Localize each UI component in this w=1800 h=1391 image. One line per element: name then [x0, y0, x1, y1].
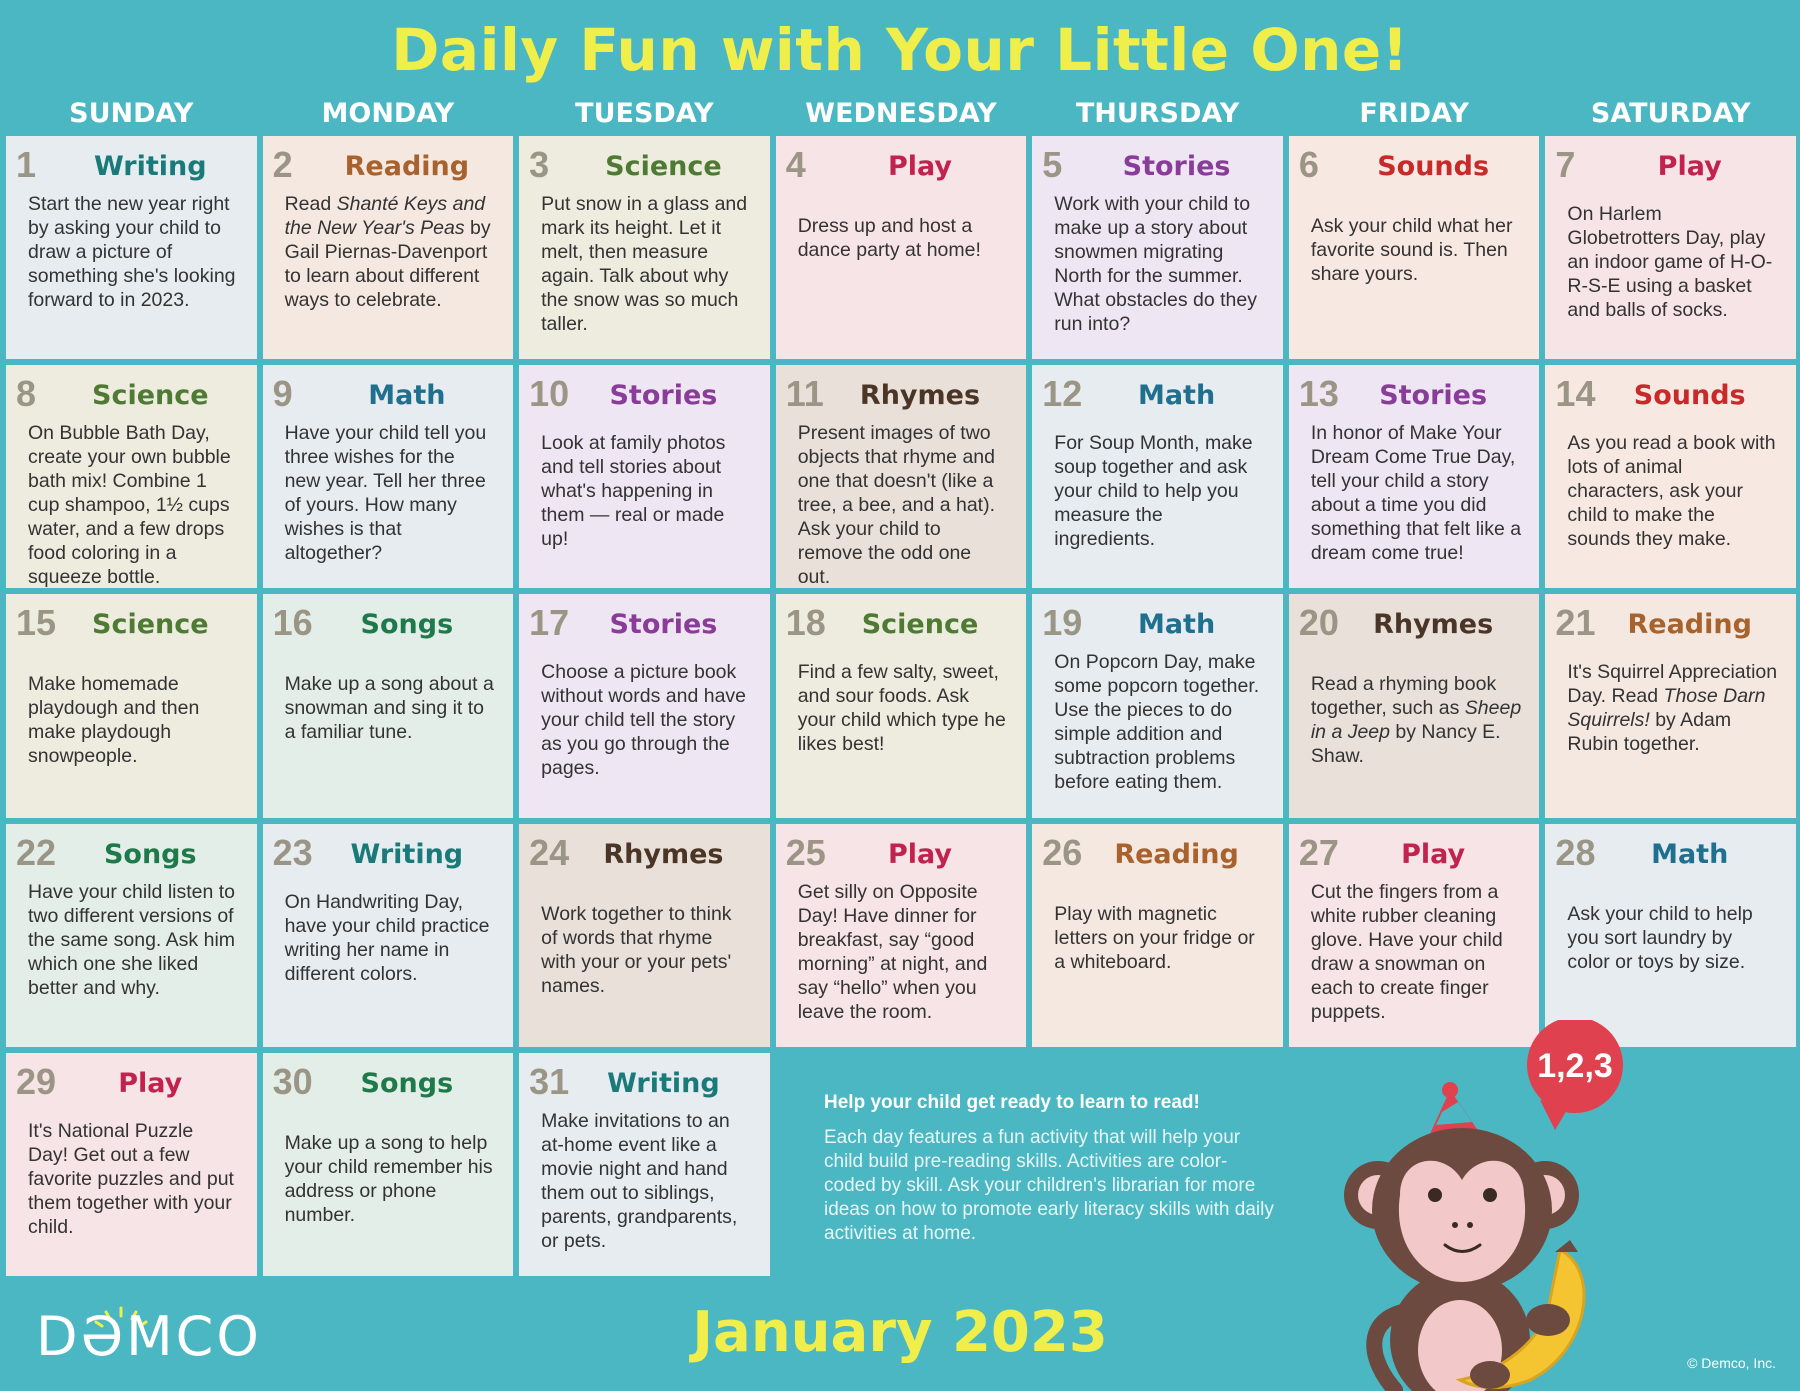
activity-category: Songs: [360, 1067, 454, 1099]
calendar-day-28: [1545, 824, 1796, 1047]
activity-text: Start the new year right by asking your child to draw a picture of something she's looking forward to in 2023.: [28, 193, 236, 311]
activity-text: On Bubble Bath Day, create your own bubble bath mix! Combine 1 cup shampoo, 1½ cups water, and a few drops food coloring in a squeeze bottle.: [28, 422, 231, 589]
weekday-label: MONDAY: [321, 98, 455, 129]
day-number: 3: [529, 144, 550, 185]
day-number: 22: [16, 831, 57, 873]
activity-text: Present images of two objects that rhyme and one that doesn't (like a tree, a bee, and a hat). Ask your child to remove the odd one out.: [797, 422, 996, 589]
calendar-day-16: [263, 594, 514, 817]
activity-text: Have your child tell you three wishes for the new year. Tell her three of yours. How many wishes is that altogether?: [284, 422, 487, 565]
calendar-day-24: [519, 824, 770, 1047]
calendar-day-5: [1032, 136, 1283, 359]
day-number: 8: [16, 373, 37, 415]
monkey-illustration: [1300, 1020, 1780, 1391]
activity-text: Put snow in a glass and mark its height. Let it melt, then measure again. Talk about why the snow was so much taller.: [541, 193, 748, 335]
page-title: Daily Fun with Your Little One!: [391, 16, 1409, 84]
activity-category: Math: [1137, 380, 1216, 412]
activity-category: Stories: [1379, 380, 1488, 412]
activity-category: Stories: [1122, 151, 1231, 182]
calendar-day-17: [519, 594, 770, 817]
activity-text: Ask your child to help you sort laundry by color or toys by size.: [1567, 902, 1753, 973]
day-number: 13: [1298, 373, 1339, 415]
day-number: 28: [1555, 831, 1596, 873]
activity-text: Make homemade playdough and then make playdough snowpeople.: [28, 673, 200, 768]
calendar-day-10: [519, 365, 770, 588]
activity-category: Rhymes: [859, 380, 981, 412]
activity-text: Dress up and host a dance party at home!: [797, 215, 981, 261]
calendar-day-2: [263, 136, 514, 359]
activity-category: Science: [861, 609, 979, 641]
activity-category: Math: [1651, 838, 1729, 870]
calendar-day-21: [1545, 594, 1796, 817]
activity-text: Read Shanté Keys and the New Year's Peas by Gail Piernas-Davenport to learn about different ways to celebrate.: [284, 193, 491, 311]
calendar-day-22: [6, 824, 257, 1047]
activity-category: Reading: [1627, 609, 1752, 641]
day-number: 14: [1555, 373, 1596, 415]
activity-category: Play: [1401, 838, 1466, 870]
weekday-label: TUESDAY: [575, 98, 714, 129]
activity-text: In honor of Make Your Dream Come True Day, tell your child a story about a time you did something that felt like a dream come true!: [1310, 422, 1522, 565]
activity-category: Reading: [344, 151, 470, 182]
calendar-day-26: [1032, 824, 1283, 1047]
calendar-day-27: [1289, 824, 1540, 1047]
activity-category: Stories: [609, 609, 718, 641]
weekday-label: SATURDAY: [1590, 98, 1751, 129]
bubble-text: 1,2,3: [1537, 1047, 1613, 1085]
activity-text: It's National Puzzle Day! Get out a few favorite puzzles and put them together with your child.: [28, 1119, 234, 1238]
activity-category: Writing: [607, 1067, 720, 1099]
activity-category: Science: [92, 380, 209, 412]
speech-bubble-icon: [1527, 1020, 1623, 1130]
day-number: 16: [272, 602, 313, 644]
activity-category: Play: [118, 1067, 183, 1099]
activity-category: Math: [368, 380, 446, 412]
activity-category: Play: [887, 838, 953, 870]
calendar-day-6: [1289, 136, 1540, 359]
calendar-day-1: [6, 136, 257, 359]
weekday-header: [6, 96, 1796, 132]
calendar-day-19: [1032, 594, 1283, 817]
weekday-label: SUNDAY: [69, 98, 194, 129]
calendar-day-3: [519, 136, 770, 359]
day-number: 26: [1042, 831, 1083, 873]
day-number: 21: [1555, 602, 1596, 644]
day-number: 2: [272, 144, 293, 185]
activity-text: Play with magnetic letters on your fridge or a whiteboard.: [1054, 902, 1255, 973]
activity-text: It's Squirrel Appreciation Day. Read Those Darn Squirrels! by Adam Rubin together.: [1567, 661, 1778, 756]
day-number: 25: [785, 831, 826, 873]
activity-text: Get silly on Opposite Day! Have dinner for breakfast, say “good morning” at night, and say “hello” when you leave the room.: [797, 880, 988, 1023]
day-number: 15: [16, 602, 57, 644]
day-number: 7: [1555, 144, 1576, 185]
calendar-day-30: [263, 1053, 514, 1276]
activity-text: Find a few salty, sweet, and sour foods. Ask your child which type he likes best!: [797, 661, 1006, 756]
day-number: 9: [272, 373, 293, 415]
day-number: 20: [1298, 602, 1339, 644]
activity-category: Science: [605, 151, 722, 182]
day-number: 31: [529, 1060, 570, 1102]
calendar-day-15: [6, 594, 257, 817]
info-heading: Help your child get ready to learn to read!: [824, 1092, 1200, 1113]
activity-category: Sounds: [1377, 151, 1490, 182]
activity-text: As you read a book with lots of animal characters, ask your child to make the sounds they make.: [1567, 432, 1776, 551]
day-number: 12: [1042, 373, 1083, 415]
activity-category: Play: [1657, 151, 1722, 182]
activity-text: Look at family photos and tell stories about what's happening in them — real or made up!: [541, 432, 726, 551]
activity-category: Math: [1137, 609, 1216, 641]
day-number: 29: [16, 1060, 57, 1102]
month-label: January 2023: [692, 1300, 1108, 1365]
info-panel: [824, 1092, 1276, 1246]
activity-category: Sounds: [1633, 380, 1746, 412]
activity-text: Cut the fingers from a white rubber cleaning glove. Have your child draw a snowman on each to create finger puppets.: [1310, 880, 1503, 1023]
day-number: 24: [529, 831, 570, 873]
calendar-day-14: [1545, 365, 1796, 588]
calendar-day-8: [6, 365, 257, 588]
weekday-label: WEDNESDAY: [805, 98, 997, 129]
calendar-day-31: [519, 1053, 770, 1276]
activity-text: Make up a song about a snowman and sing it to a familiar tune.: [284, 673, 494, 744]
calendar-day-25: [776, 824, 1027, 1047]
day-number: 10: [529, 373, 570, 415]
day-number: 6: [1298, 144, 1319, 185]
activity-text: For Soup Month, make soup together and ask your child to help you measure the ingredients.: [1054, 432, 1253, 551]
calendar-day-23: [263, 824, 514, 1047]
day-number: 5: [1042, 144, 1063, 185]
activity-text: On Handwriting Day, have your child practice writing her name in different colors.: [284, 890, 490, 985]
activity-text: Work together to think of words that rhyme with your or your pets' names.: [541, 902, 732, 997]
demco-logo: [36, 1302, 326, 1372]
weekday-label: THURSDAY: [1075, 98, 1240, 129]
day-number: 19: [1042, 602, 1083, 644]
activity-category: Writing: [350, 838, 464, 870]
activity-text: Ask your child what her favorite sound is. Then share yours.: [1310, 215, 1513, 285]
logo-wordmark: DƏMCO: [36, 1305, 262, 1368]
activity-text: On Harlem Globetrotters Day, play an indoor game of H-O-R-S-E using a basket and balls of socks.: [1567, 203, 1773, 321]
calendar-day-20: [1289, 594, 1540, 817]
calendar-day-11: [776, 365, 1027, 588]
activity-category: Reading: [1114, 838, 1239, 870]
day-number: 23: [272, 831, 313, 873]
activity-text: Work with your child to make up a story about snowmen migrating North for the summer. What obstacles do they run into?: [1054, 193, 1257, 335]
activity-category: Songs: [103, 838, 197, 870]
weekday-label: FRIDAY: [1359, 98, 1469, 129]
activity-text: Make invitations to an at-home event like a movie night and hand them out to siblings, parents, grandparents, or pets.: [541, 1109, 738, 1252]
calendar-day-9: [263, 365, 514, 588]
activity-text: Read a rhyming book together, such as Sheep in a Jeep by Nancy E. Shaw.: [1310, 673, 1522, 768]
day-number: 18: [785, 602, 826, 644]
activity-category: Science: [92, 609, 209, 641]
activity-text: Make up a song to help your child remember his address or phone number.: [284, 1131, 493, 1226]
day-number: 30: [272, 1060, 313, 1102]
activity-category: Stories: [609, 380, 718, 412]
copyright: © Demco, Inc.: [1687, 1355, 1776, 1371]
day-number: 4: [785, 144, 806, 185]
calendar-day-13: [1289, 365, 1540, 588]
activity-category: Rhymes: [603, 838, 724, 870]
calendar-day-4: [776, 136, 1027, 359]
calendar-day-18: [776, 594, 1027, 817]
calendar-day-7: [1545, 136, 1796, 359]
activity-text: Have your child listen to two different versions of the same song. Ask him which one she liked better and why.: [28, 880, 236, 999]
activity-category: Play: [887, 151, 953, 182]
activity-text: On Popcorn Day, make some popcorn together. Use the pieces to do simple addition and subtraction problems before eating them.: [1054, 651, 1260, 794]
day-number: 17: [529, 602, 570, 644]
activity-category: Writing: [93, 151, 207, 182]
day-number: 1: [16, 144, 37, 185]
calendar-day-29: [6, 1053, 257, 1276]
activity-text: Choose a picture book without words and have your child tell the story as you go through the pages.: [541, 661, 747, 780]
activity-category: Songs: [360, 609, 454, 641]
info-body: Each day features a fun activity that will help your child build pre-reading skills. Activities are color-coded by skill. Ask your children's librarian for more ideas on how to promote early literacy skills with daily activities at home.: [824, 1127, 1274, 1244]
day-number: 27: [1298, 831, 1339, 873]
calendar-day-12: [1032, 365, 1283, 588]
activity-category: Rhymes: [1373, 609, 1494, 641]
day-number: 11: [785, 373, 824, 415]
